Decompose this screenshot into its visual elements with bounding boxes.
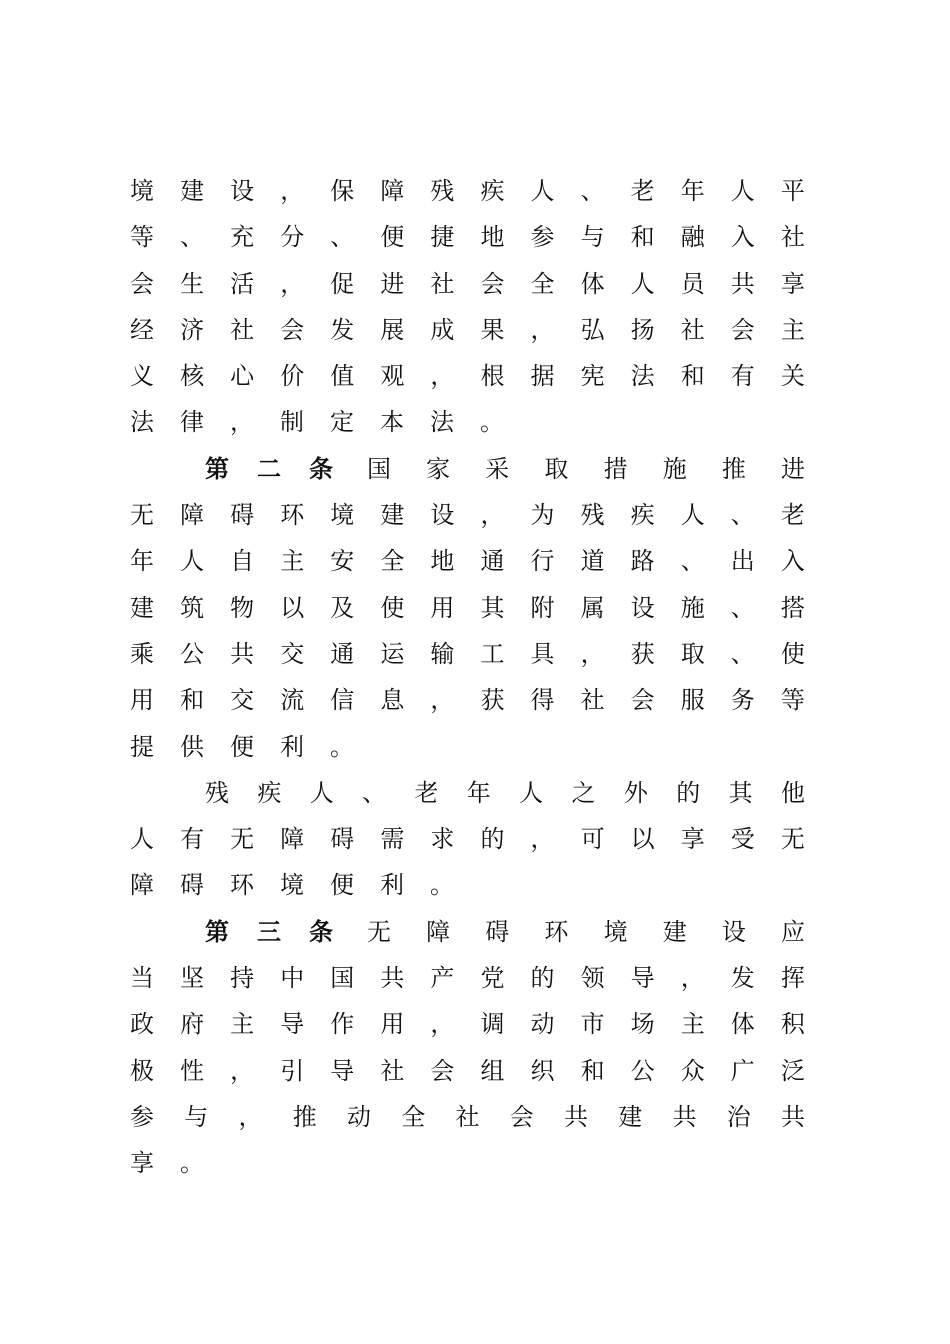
paragraph-p2	[130, 446, 805, 770]
paragraph-p3	[130, 770, 805, 909]
line-chars: 无 障 碍 环 境 建 设 应	[367, 917, 805, 946]
paragraph-p4	[130, 909, 805, 1187]
text-line: 障 碍 环 境 便 利 。	[130, 871, 454, 900]
text-line: 用 和 交 流 信 息 ， 获 得 社 会 服 务 等	[130, 686, 805, 715]
text-line: 境 建 设 ， 保 障 残 疾 人 、 老 年 人 平	[130, 177, 805, 205]
document-body	[130, 168, 805, 1187]
text-line	[130, 770, 805, 816]
text-line: 无 障 碍 环 境 建 设 ， 为 残 疾 人 、 老	[130, 501, 805, 530]
line-chars: 国 家 采 取 措 施 推 进	[367, 454, 805, 483]
text-line: 提 供 便 利 。	[130, 732, 354, 761]
text-line: 极 性 ， 引 导 社 会 组 织 和 公 众 广 泛	[130, 1056, 805, 1085]
text-line: 建 筑 物 以 及 使 用 其 附 属 设 施 、 搭	[130, 593, 805, 622]
text-line: 乘 公 共 交 通 运 输 工 具 ， 获 取 、 使	[130, 639, 805, 668]
paragraph-p1	[130, 168, 805, 446]
text-line: 人 有 无 障 碍 需 求 的 ， 可 以 享 受 无	[130, 825, 805, 854]
article-number: 第 二 条	[205, 454, 333, 483]
text-line	[130, 446, 805, 492]
text-line: 参 与 ， 推 动 全 社 会 共 建 共 治 共	[130, 1102, 805, 1131]
text-line: 年 人 自 主 安 全 地 通 行 道 路 、 出 入	[130, 547, 805, 576]
text-line: 法 律 ， 制 定 本 法 。	[130, 408, 504, 437]
text-line: 等 、 充 分 、 便 捷 地 参 与 和 融 入 社	[130, 223, 805, 252]
article-number: 第 三 条	[205, 917, 333, 946]
text-line: 享 。	[130, 1149, 204, 1178]
text-line	[130, 909, 805, 955]
text-line: 政 府 主 导 作 用 ， 调 动 市 场 主 体 积	[130, 1010, 805, 1039]
text-line: 经 济 社 会 发 展 成 果 ， 弘 扬 社 会 主	[130, 315, 805, 344]
line-chars: 残 疾 人 、 老 年 人 之 外 的 其 他	[205, 778, 805, 807]
text-line: 义 核 心 价 值 观 ， 根 据 宪 法 和 有 关	[130, 362, 805, 391]
text-line: 会 生 活 ， 促 进 社 会 全 体 人 员 共 享	[130, 269, 805, 298]
text-line: 当 坚 持 中 国 共 产 党 的 领 导 ， 发 挥	[130, 964, 805, 993]
